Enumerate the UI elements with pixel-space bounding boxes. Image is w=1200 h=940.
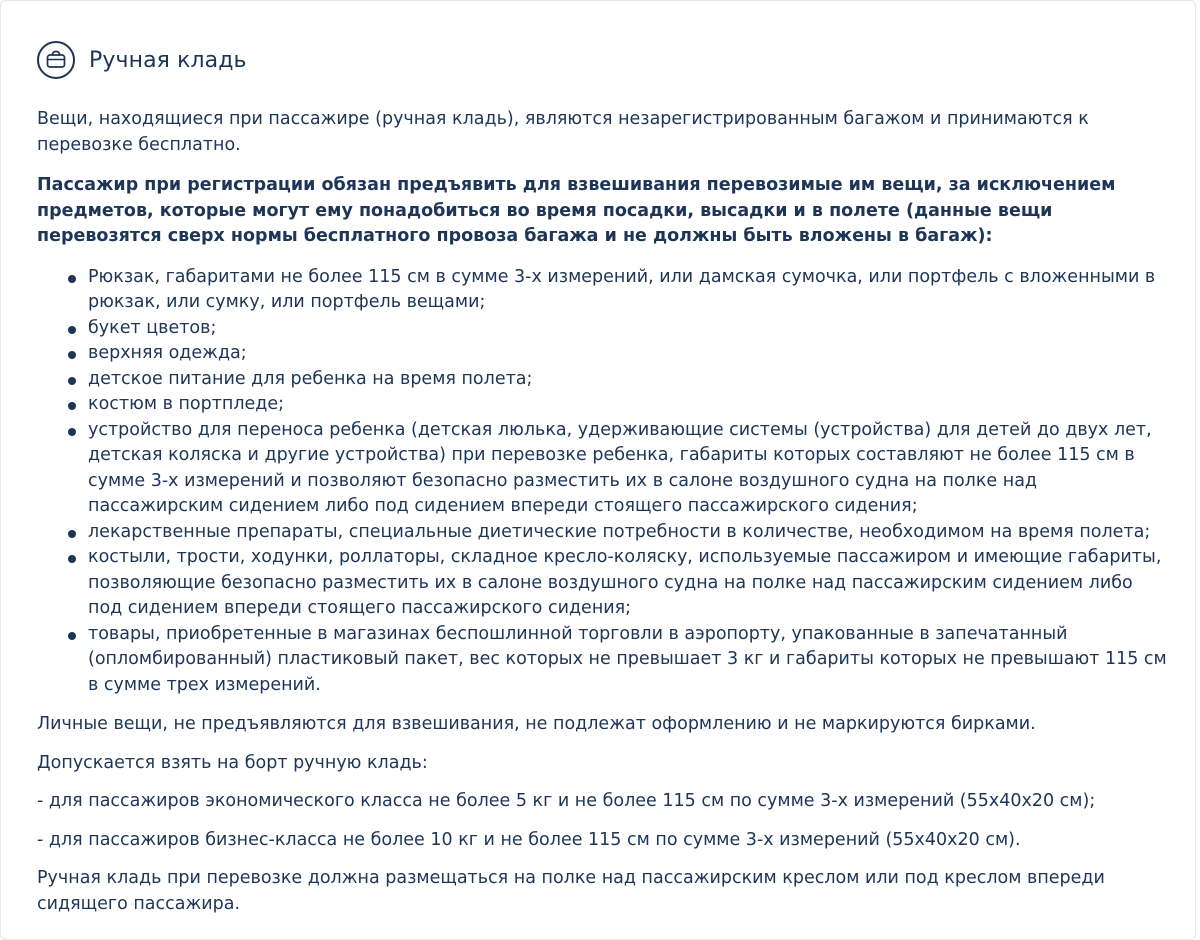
list-item: букет цветов; — [88, 316, 1167, 342]
list-item: товары, приобретенные в магазинах беспошлинной торговли в аэропорту, упакованные в запечатанный (опломбированный) пластиковый пакет, вес которых не превышает 3 кг и габариты которых не превышают 115 см в сумме трех измерений. — [88, 622, 1167, 699]
list-item: костыли, трости, ходунки, роллаторы, складное кресло-коляску, используемые пассажиром и имеющие габариты, позволяющие безопасно разместить их в салоне воздушного судна на полке над пассажирским сидением либо под сидением впереди стоящего пассажирского сидения; — [88, 545, 1167, 622]
personal-items-paragraph: Личные вещи, не предъявляются для взвешивания, не подлежат оформлению и не маркируются бирками. — [37, 714, 1036, 734]
placement-paragraph: Ручная кладь при перевозке должна размещаться на полке над пассажирским креслом или под креслом впереди сидящего пассажира. — [37, 868, 1105, 914]
list-item: верхняя одежда; — [88, 341, 1167, 367]
section-header — [37, 41, 247, 79]
list-item: лекарственные препараты, специальные диетические потребности в количестве, необходимом на время полета; — [88, 520, 1167, 546]
list-item: детское питание для ребенка на время полета; — [88, 367, 1167, 393]
allowed-intro-paragraph: Допускается взять на борт ручную кладь: — [37, 752, 428, 773]
registration-notice: Пассажир при регистрации обязан предъявить для взвешивания перевозимые им вещи, за исключением предметов, которые могут ему понадобиться во время посадки, высадки и в полете (данные вещи перевозятся сверх нормы бесплатного провоза багажа и не должны быть вложены в багаж): — [37, 175, 1116, 246]
section-title: Ручная кладь — [89, 47, 247, 73]
business-limit: - для пассажиров бизнес-класса не более 10 кг и не более 115 см по сумме 3-х измерений (55х40х20 см). — [37, 829, 1021, 850]
list-item: Рюкзак, габаритами не более 115 см в сумме 3-х измерений, или дамская сумочка, или портфель с вложенными в рюкзак, или сумку, или портфель вещами; — [88, 265, 1167, 316]
list-item: костюм в портпледе; — [88, 392, 1167, 418]
bag-icon — [37, 41, 75, 79]
list-item: устройство для переноса ребенка (детская люлька, удерживающие системы (устройства) для детей до двух лет, детская коляска и другие устройства) при перевозке ребенка, габариты которых составляют не более 115 см в сумме 3-х измерений и позволяют безопасно разместить их в салоне воздушного судна на полке над пассажирским сидением либо под сидением впереди стоящего пассажирского сидения; — [88, 418, 1167, 520]
economy-limit: - для пассажиров экономического класса не более 5 кг и не более 115 см по сумме 3-х измерений (55х40х20 см); — [37, 791, 1096, 811]
section-body — [37, 107, 1167, 917]
allowed-items-list — [37, 265, 1167, 699]
intro-paragraph: Вещи, находящиеся при пассажире (ручная кладь), являются незарегистрированным багажом и принимаются к перевозке бесплатно. — [37, 109, 1089, 155]
